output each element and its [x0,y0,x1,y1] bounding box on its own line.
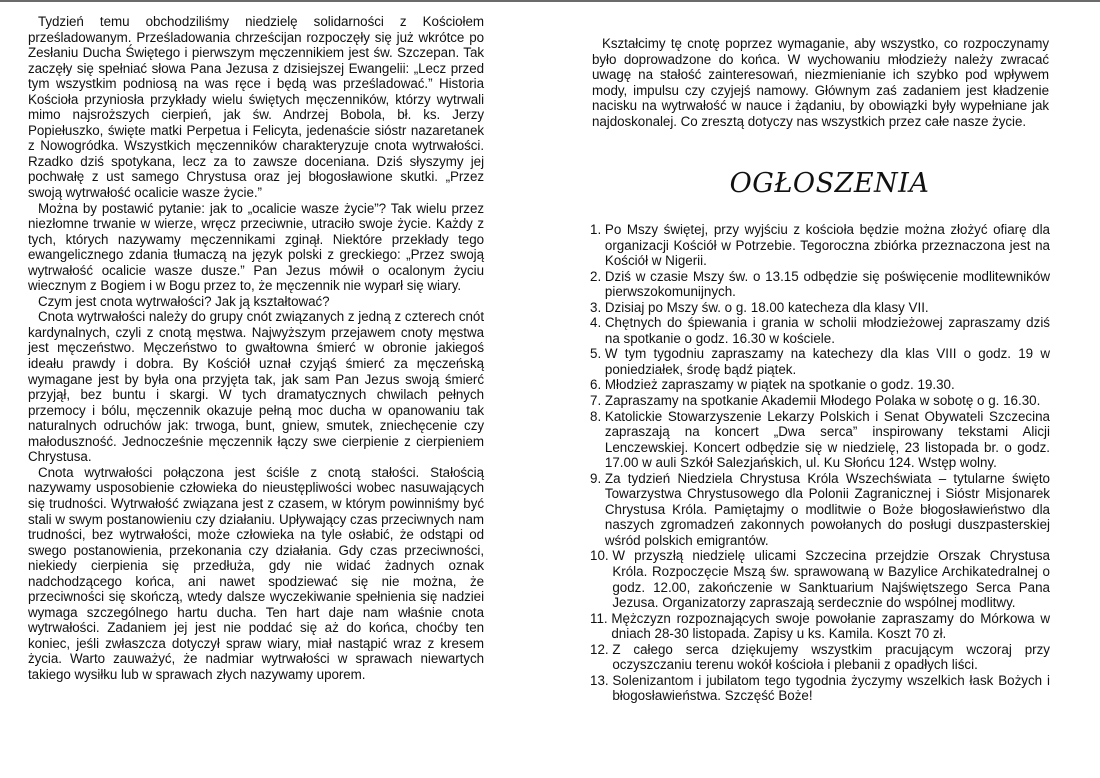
announcement-number: 6. [590,377,605,393]
announcement-text: Za tydzień Niedziela Chrystusa Króla Wszechświata – tytularne święto Towarzystwa Chrystusowego dla Polonii Zagranicznej i Sióstr Misjonarek Chrystusa Króla. Pamiętajmy o modlitwie o Boże błogosławieństwo dla naszych zgromadzeń zakonnych powołanych do posługi duszpasterskiej wśród polskich emigrantów. [604,470,1050,548]
announcement-item [590,393,1050,409]
announcement-number: 12. [590,641,613,657]
announcement-text: Katolickie Stowarzyszenie Lekarzy Polskich i Senat Obywateli Szczecina zapraszają na koncert „Dwa serca” inspirowany tekstami Alicji Lenczewskiej. Koncert odbędzie się w niedzielę, 23 listopada br. o godz. 17.00 w auli Szkół Salezjańskich, ul. Ku Słońcu 124. Wstęp wolny. [604,408,1050,471]
announcement-text: Mężczyzn rozpoznających swoje powołanie zapraszamy do Mórkowa w dniach 28-30 listopada. Zapisy u ks. Kamila. Koszt 70 zł. [611,610,1050,642]
article-question: Czym jest cnota wytrwałości? Jak ją kształtować? [38,293,330,309]
announcement-item [590,315,1050,346]
announcement-text: Chętnych do śpiewania i grania w scholii młodzieżowej zapraszamy dziś na spotkanie o godz. 16.30 w kościele. [604,315,1050,346]
announcement-text: Zapraszamy na spotkanie Akademii Młodego Polaka w sobotę o g. 16.30. [604,393,1041,409]
announcement-item [590,346,1050,377]
announcement-text: Solenizantom i jubilatom tego tygodnia życzymy wszelkich łask Bożych i błogosławieństwa. Szczęść Boże! [612,672,1050,704]
announcement-item [590,300,1050,316]
announcement-number: 2. [590,268,605,284]
announcement-number: 7. [590,393,605,409]
announcement-item [590,673,1050,704]
article-paragraph: Można by postawić pytanie: jak to „ocalicie wasze życie”? Tak wielu przez niezłomne trwanie w wierze, wręcz przeciwnie, utraciło swoje życie. Każdy z tych, których nazywamy męczennikami zginął. Niektóre przekłady tego ewangelicznego zdania tłumaczą na język polski z greckiego: „Przez swoją wytrwałość ocalicie wasze dusze.” Pan Jezus mówił o ocalonym życiu wiecznym z Bogiem i w Bogu przez to, że męczennik nie wyparł się wiary. [28,200,484,294]
announcements-list [590,222,1050,704]
announcement-item [590,611,1050,642]
announcement-number: 9. [590,470,605,486]
announcement-text: Dziś w czasie Mszy św. o 13.15 odbędzie się poświęcenie modlitewników pierwszokomunijnych. [604,268,1050,300]
announcement-number: 8. [590,408,605,424]
announcements-heading: OGŁOSZENIA [729,168,930,199]
announcement-text: Dzisiaj po Mszy św. o g. 18.00 katecheza dla klasy VII. [604,299,929,315]
announcement-number: 13. [590,672,613,688]
announcement-item [590,222,1050,269]
announcement-item [590,377,1050,393]
right-column-intro [592,36,1049,129]
announcement-number: 3. [590,299,605,315]
article-paragraph: Kształcimy tę cnotę poprzez wymaganie, aby wszystko, co rozpoczynamy było doprowadzone do końca. W wychowaniu młodzieży należy zwracać uwagę na stałość zainteresowań, niezmienianie ich szybko pod wpływem mody, impulsu czy czyjejś namowy. Głównym zaś zadaniem jest kładzenie nacisku na wytrwałość w nauce i żądaniu, by obowiązki były wypełniane jak najdoskonalej. Co zresztą dotyczy nas wszystkich przez całe nasze życie. [592,36,1049,129]
announcement-number: 5. [590,346,605,362]
announcement-text: Po Mszy świętej, przy wyjściu z kościoła będzie można złożyć ofiarę dla organizacji Kościół w Potrzebie. Tegoroczna zbiórka przeznaczona jest na Kościół w Nigerii. [604,222,1050,269]
announcement-item [590,642,1050,673]
announcement-number: 10. [590,548,613,564]
announcement-item [590,471,1050,549]
announcement-number: 4. [590,315,605,331]
announcement-text: Z całego serca dziękujemy wszystkim pracującym wczoraj przy oczyszczaniu terenu wokół kościoła i plebanii z opadłych liści. [612,641,1050,673]
announcement-number: 1. [590,222,605,237]
announcement-text: W przyszłą niedzielę ulicami Szczecina przejdzie Orszak Chrystusa Króla. Rozpoczęcie Mszą św. sprawowaną w Bazylice Archikatedralnej o godz. 12.00, zakończenie w Sanktuarium Najświętszego Serca Pana Jezusa. Organizatorzy zapraszają serdecznie do wspólnej modlitwy. [612,548,1050,611]
announcement-item [590,269,1050,300]
article-paragraph: Tydzień temu obchodziliśmy niedzielę solidarności z Kościołem prześladowanym. Prześladowania chrześcijan rozpoczęły się już wkrótce po Zesłaniu Ducha Świętego i pierwszym męczennikiem jest św. Szczepan. Tak zaczęły się spełniać słowa Pana Jezusa z dzisiejszej Ewangelii: „Lecz przed tym wszystkim podniosą na was ręce i będą was prześladować.” Historia Kościoła przyniosła przykłady wielu świętych męczenników, którzy wytrwali mimo najsroższych cierpień, jak św. Andrzej Bobola, bł. ks. Jerzy Popiełuszko, święte matki Perpetua i Felicyta, jedenaście sióstr nazaretanek z Nowogródka. Wszystkich męczenników charakteryzuje cnota wytrwałości. Rzadko dziś spotykana, lecz za to zawsze doceniana. Dziś słyszymy jej pochwałę z ust samego Chrystusa oraz jej błogosławione skutki. „Przez swoją wytrwałość ocalicie wasze życie.” [28,14,484,201]
article-paragraph: Cnota wytrwałości należy do grupy cnót związanych z jedną z czterech cnót kardynalnych, czyli z cnotą męstwa. Najwyższym przejawem cnoty męstwa jest męczeństwo. Męczeństwo to gwałtowna śmierć w obronie jakiegoś ideału prawdy i dobra. By Kościół uznał czyjąś śmierć za męczeńską wymagane jest by była ona przyjęta tak, jak sam Pan Jezus swoją śmierć przyjął, bez buntu i skargi. W tych dramatycznych chwilach pełnych przemocy i bólu, męczennik okazuje pełną moc ducha w opanowaniu tak naturalnych odruchów jak: trwoga, bunt, gniew, smutek, zniechęcenie czy małoduszność. Jednocześnie męczennik łączy swe cierpienie z cierpieniem Chrystusa. [28,309,484,465]
announcement-text: W tym tygodniu zapraszamy na katechezy dla klas VIII o godz. 19 w poniedziałek, środę bądź piątek. [604,346,1050,377]
announcement-number: 11. [590,610,612,626]
article-paragraph: Cnota wytrwałości połączona jest ściśle z cnotą stałości. Stałością nazywamy usposobienie człowieka do nieustępliwości wobec nasuwających się trudności. Wytrwałość związana jest z czasem, w którym powinniśmy być stali w swym postanowieniu czy działaniu. Upływający czas przeciwnych nam trudności, bez wytrwałości, może człowieka na tyle osłabić, że odstąpi od swego postanowienia, przekonania czy działania. Gdy czas przeciwności, niekiedy cierpienia się przedłuża, gdy nie widać żadnych oznak nadchodzącego końca, ani nawet spodziewać się nie można, że przeciwności się skończą, wtedy dalsze wyczekiwanie spełnienia się nadziei wymaga szczególnego hartu ducha. Ten hart daje nam właśnie cnota wytrwałości. Zadaniem jej jest nie poddać się aż do końca, choćby ten koniec, jeśli zwłaszcza dotyczył spraw wiary, miał nastąpić wraz z kresem życia. Warto zauważyć, że nadmiar wytrwałości w sprawach niewartych takiego wysiłku lub w sprawach złych nazywamy uporem. [28,464,484,682]
announcement-text: Młodzież zapraszamy w piątek na spotkanie o godz. 19.30. [604,377,955,393]
announcement-item [590,548,1050,610]
left-column-article [28,14,484,683]
announcement-item [590,409,1050,471]
page-top-border [0,0,1100,2]
